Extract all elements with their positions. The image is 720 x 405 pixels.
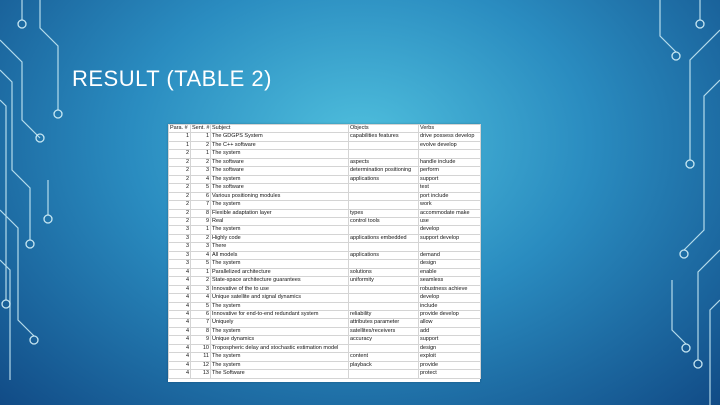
objects-cell: playback [349, 361, 419, 369]
result-table-image [168, 124, 480, 382]
verbs-cell: develop [419, 226, 481, 234]
verbs-cell: support [419, 336, 481, 344]
subject-cell: The system [211, 150, 349, 158]
objects-cell [349, 370, 419, 378]
table-row [169, 344, 481, 352]
table-row [169, 370, 481, 378]
objects-cell: content [349, 353, 419, 361]
verbs-cell: evolve develop [419, 141, 481, 149]
table-row [169, 251, 481, 259]
para-number-cell: 1 [169, 141, 191, 149]
para-number-cell: 4 [169, 327, 191, 335]
objects-cell: solutions [349, 268, 419, 276]
verbs-cell: enable [419, 268, 481, 276]
table-row [169, 319, 481, 327]
subject-cell: The system [211, 302, 349, 310]
table-row [169, 353, 481, 361]
sent-number-cell: 4 [191, 251, 211, 259]
para-number-cell: 4 [169, 310, 191, 318]
verbs-cell: support [419, 175, 481, 183]
table-row [169, 226, 481, 234]
objects-cell [349, 192, 419, 200]
para-number-cell: 4 [169, 336, 191, 344]
column-header-sent: Sent. # [192, 125, 210, 131]
verbs-cell: design [419, 260, 481, 268]
sent-number-cell: 2 [191, 234, 211, 242]
sent-number-cell: 2 [191, 158, 211, 166]
verbs-cell: design [419, 344, 481, 352]
objects-cell: accuracy [349, 336, 419, 344]
verbs-cell: demand [419, 251, 481, 259]
para-number-cell: 4 [169, 285, 191, 293]
sent-number-cell: 8 [191, 327, 211, 335]
objects-cell [349, 201, 419, 209]
para-number-cell: 4 [169, 268, 191, 276]
subject-cell: All models [211, 251, 349, 259]
para-number-cell: 3 [169, 226, 191, 234]
sent-number-cell: 13 [191, 370, 211, 378]
subject-cell: Unique satellite and signal dynamics [211, 294, 349, 302]
table-row [169, 243, 481, 251]
para-number-cell: 2 [169, 209, 191, 217]
sent-number-cell: 1 [191, 133, 211, 141]
objects-cell: applications [349, 251, 419, 259]
subject-cell: Unique dynamics [211, 336, 349, 344]
subject-cell: The C++ software [211, 141, 349, 149]
para-number-cell: 2 [169, 175, 191, 183]
table-row [169, 133, 481, 141]
para-number-cell: 4 [169, 353, 191, 361]
objects-cell [349, 141, 419, 149]
sent-number-cell: 9 [191, 217, 211, 225]
para-number-cell: 4 [169, 319, 191, 327]
sent-number-cell: 3 [191, 243, 211, 251]
subject-cell: The system [211, 201, 349, 209]
verbs-cell: add [419, 327, 481, 335]
subject-cell: The system [211, 226, 349, 234]
objects-cell [349, 226, 419, 234]
table-row [169, 260, 481, 268]
objects-cell: satellites/receivers [349, 327, 419, 335]
verbs-cell: protect [419, 370, 481, 378]
verbs-cell: exploit [419, 353, 481, 361]
table-row [169, 294, 481, 302]
para-number-cell: 1 [169, 133, 191, 141]
table-row [169, 217, 481, 225]
table-row [169, 302, 481, 310]
column-header-subject: Subject [211, 125, 349, 133]
result-table [168, 124, 481, 379]
sent-number-cell: 3 [191, 167, 211, 175]
para-number-cell: 3 [169, 260, 191, 268]
table-row [169, 361, 481, 369]
table-row [169, 158, 481, 166]
objects-cell: attributes parameter [349, 319, 419, 327]
table-row [169, 234, 481, 242]
para-number-cell: 4 [169, 361, 191, 369]
subject-cell: Real [211, 217, 349, 225]
para-number-cell: 3 [169, 243, 191, 251]
para-number-cell: 2 [169, 201, 191, 209]
table-row [169, 310, 481, 318]
verbs-cell: handle include [419, 158, 481, 166]
subject-cell: Parallelized architecture [211, 268, 349, 276]
objects-cell [349, 285, 419, 293]
verbs-cell: accommodate make [419, 209, 481, 217]
para-number-cell: 3 [169, 251, 191, 259]
subject-cell: Innovative of the to use [211, 285, 349, 293]
sent-number-cell: 11 [191, 353, 211, 361]
subject-cell: Flexible adaptation layer [211, 209, 349, 217]
para-number-cell: 2 [169, 158, 191, 166]
verbs-cell: include [419, 302, 481, 310]
verbs-cell [419, 150, 481, 158]
table-body [169, 133, 481, 378]
verbs-cell: seamless [419, 277, 481, 285]
para-number-cell: 2 [169, 167, 191, 175]
subject-cell: The software [211, 184, 349, 192]
table-header-row [169, 125, 481, 133]
objects-cell: aspects [349, 158, 419, 166]
sent-number-cell: 10 [191, 344, 211, 352]
sent-number-cell: 4 [191, 294, 211, 302]
subject-cell: State-space architecture guarantees [211, 277, 349, 285]
subject-cell: Innovative for end-to-end redundant system [211, 310, 349, 318]
objects-cell: applications embedded [349, 234, 419, 242]
table-row [169, 336, 481, 344]
sent-number-cell: 5 [191, 184, 211, 192]
sent-number-cell: 6 [191, 310, 211, 318]
objects-cell [349, 260, 419, 268]
para-number-cell: 2 [169, 192, 191, 200]
objects-cell [349, 294, 419, 302]
objects-cell: control tools [349, 217, 419, 225]
sent-number-cell: 7 [191, 201, 211, 209]
table-row [169, 192, 481, 200]
table-row [169, 201, 481, 209]
verbs-cell: support develop [419, 234, 481, 242]
verbs-cell: perform [419, 167, 481, 175]
table-row [169, 277, 481, 285]
table-row [169, 167, 481, 175]
objects-cell: capabilities features [349, 133, 419, 141]
sent-number-cell: 4 [191, 175, 211, 183]
sent-number-cell: 12 [191, 361, 211, 369]
objects-cell [349, 150, 419, 158]
subject-cell: The system [211, 260, 349, 268]
subject-cell: The software [211, 158, 349, 166]
subject-cell: The system [211, 175, 349, 183]
subject-cell: Highly code [211, 234, 349, 242]
para-number-cell: 2 [169, 184, 191, 192]
table-row [169, 285, 481, 293]
verbs-cell [419, 243, 481, 251]
sent-number-cell: 2 [191, 277, 211, 285]
column-header-verbs: Verbs [419, 125, 481, 133]
para-number-cell: 4 [169, 294, 191, 302]
table-row [169, 209, 481, 217]
column-header-objects: Objects [349, 125, 419, 133]
verbs-cell: use [419, 217, 481, 225]
objects-cell: types [349, 209, 419, 217]
objects-cell [349, 344, 419, 352]
sent-number-cell: 3 [191, 285, 211, 293]
para-number-cell: 4 [169, 302, 191, 310]
objects-cell: applications [349, 175, 419, 183]
verbs-cell: develop [419, 294, 481, 302]
objects-cell [349, 184, 419, 192]
subject-cell: The Software [211, 370, 349, 378]
sent-number-cell: 1 [191, 150, 211, 158]
para-number-cell: 4 [169, 370, 191, 378]
para-number-cell: 4 [169, 277, 191, 285]
verbs-cell: provide [419, 361, 481, 369]
table-row [169, 327, 481, 335]
column-header-para: Para. # [169, 125, 191, 133]
verbs-cell: allow [419, 319, 481, 327]
sent-number-cell: 8 [191, 209, 211, 217]
subject-cell: Various positioning modules [211, 192, 349, 200]
subject-cell: The system [211, 327, 349, 335]
table-row [169, 175, 481, 183]
verbs-cell: test [419, 184, 481, 192]
subject-cell: Tropospheric delay and stochastic estimation model [211, 344, 349, 352]
table-row [169, 150, 481, 158]
sent-number-cell: 9 [191, 336, 211, 344]
objects-cell: determination positioning [349, 167, 419, 175]
para-number-cell: 4 [169, 344, 191, 352]
sent-number-cell: 2 [191, 141, 211, 149]
subject-cell: The system [211, 361, 349, 369]
verbs-cell: drive possess develop [419, 133, 481, 141]
verbs-cell: provide develop [419, 310, 481, 318]
table-row [169, 268, 481, 276]
sent-number-cell: 5 [191, 260, 211, 268]
sent-number-cell: 6 [191, 192, 211, 200]
subject-cell: The software [211, 167, 349, 175]
verbs-cell: robustness achieve [419, 285, 481, 293]
sent-number-cell: 1 [191, 268, 211, 276]
subject-cell: There [211, 243, 349, 251]
subject-cell: Uniquely [211, 319, 349, 327]
table-row [169, 141, 481, 149]
subject-cell: The GDGPS System [211, 133, 349, 141]
slide-title: RESULT (TABLE 2) [72, 66, 272, 91]
para-number-cell: 2 [169, 150, 191, 158]
objects-cell [349, 243, 419, 251]
verbs-cell: work [419, 201, 481, 209]
sent-number-cell: 5 [191, 302, 211, 310]
objects-cell: uniformity [349, 277, 419, 285]
sent-number-cell: 1 [191, 226, 211, 234]
subject-cell: The system [211, 353, 349, 361]
objects-cell [349, 302, 419, 310]
objects-cell: reliability [349, 310, 419, 318]
para-number-cell: 3 [169, 234, 191, 242]
verbs-cell: port include [419, 192, 481, 200]
para-number-cell: 2 [169, 217, 191, 225]
table-row [169, 184, 481, 192]
sent-number-cell: 7 [191, 319, 211, 327]
